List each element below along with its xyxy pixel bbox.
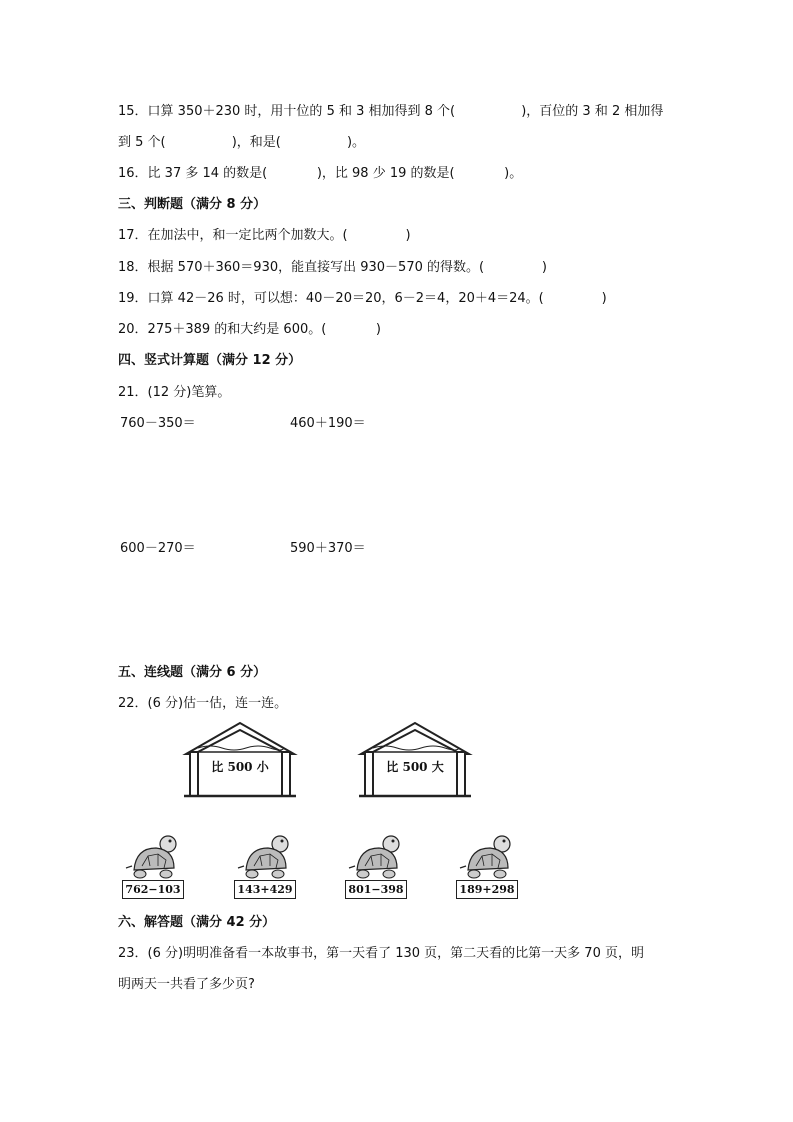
question-20: 20．275＋389 的和大约是 600。( ) [118, 322, 381, 337]
turtle-card-2 [234, 830, 296, 902]
question-23-line-1: 23．(6 分)明明准备看一本故事书，第一天看了 130 页，第二天看的比第一天多 70 页，明 [118, 946, 644, 961]
house-label: 比 500 大 [386, 760, 444, 774]
house-greater-than-500 [355, 718, 475, 800]
question-15-line-2: 到 5 个( )，和是( )。 [118, 135, 366, 150]
turtle-icon [456, 830, 518, 882]
house-less-than-500 [180, 718, 300, 800]
house-label: 比 500 小 [211, 760, 269, 774]
question-15-line-1: 15．口算 350＋230 时，用十位的 5 和 3 相加得到 8 个( )，百位的 3 和 2 相加得 [118, 104, 664, 119]
calc-460-plus-190: 460＋190＝ [290, 416, 366, 431]
section-4-heading: 四、竖式计算题（满分 12 分） [118, 353, 302, 368]
question-19: 19．口算 42－26 时，可以想：40－20＝20，6－2＝4，20＋4＝24。( ) [118, 291, 607, 306]
turtle-icon [234, 830, 296, 882]
calc-590-plus-370: 590＋370＝ [290, 541, 366, 556]
turtle-icon [122, 830, 184, 882]
turtle-expression: 189+298 [456, 880, 518, 899]
calc-600-minus-270: 600－270＝ [120, 541, 196, 556]
turtle-card-3 [345, 830, 407, 902]
question-23-line-2: 明两天一共看了多少页? [118, 977, 255, 992]
section-3-heading: 三、判断题（满分 8 分） [118, 197, 267, 212]
question-17: 17．在加法中，和一定比两个加数大。( ) [118, 228, 411, 243]
question-18: 18．根据 570＋360＝930，能直接写出 930－570 的得数。( ) [118, 260, 548, 275]
turtle-expression: 762−103 [122, 880, 184, 899]
question-22: 22．(6 分)估一估，连一连。 [118, 696, 288, 711]
turtle-expression: 801−398 [345, 880, 407, 899]
question-16: 16．比 37 多 14 的数是( )，比 98 少 19 的数是( )。 [118, 166, 523, 181]
section-5-heading: 五、连线题（满分 6 分） [118, 665, 267, 680]
calc-760-minus-350: 760－350＝ [120, 416, 196, 431]
turtle-expression: 143+429 [234, 880, 296, 899]
turtle-card-4 [456, 830, 518, 902]
section-6-heading: 六、解答题（满分 42 分） [118, 915, 276, 930]
question-21: 21．(12 分)笔算。 [118, 385, 231, 400]
turtle-card-1 [122, 830, 184, 902]
turtle-icon [345, 830, 407, 882]
